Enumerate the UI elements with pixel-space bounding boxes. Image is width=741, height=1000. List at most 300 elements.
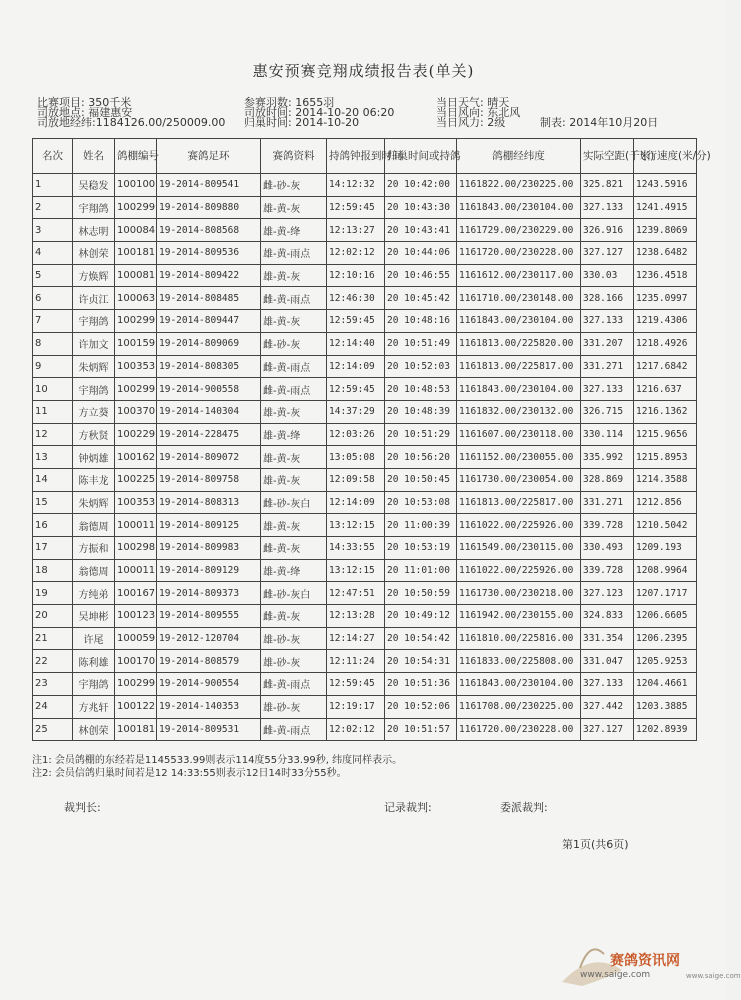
cell-distance: 331.207 [581, 332, 634, 355]
cell-ring: 19-2014-809983 [157, 537, 261, 560]
cell-bird-info: 雄-砂-灰 [261, 627, 327, 650]
cell-loft-id: 100100 [115, 174, 157, 197]
cell-arrival-time: 20 10:44:06 [385, 242, 457, 265]
cell-ring: 19-2014-140304 [157, 400, 261, 423]
cell-distance: 327.133 [581, 378, 634, 401]
cell-ring: 19-2014-808305 [157, 355, 261, 378]
cell-ring: 19-2014-809880 [157, 196, 261, 219]
cell-speed: 1235.0997 [634, 287, 697, 310]
cell-rank: 7 [33, 310, 73, 333]
results-body [33, 174, 697, 741]
header-bird-info: 赛鸽资料 [261, 139, 327, 174]
cell-speed: 1208.9964 [634, 559, 697, 582]
header-clock-time: 持鸽钟报到时间 [327, 139, 385, 174]
cell-rank: 18 [33, 559, 73, 582]
cell-arrival-time: 20 10:46:55 [385, 264, 457, 287]
info-release-time: 司放时间: 2014-10-20 06:20 [244, 106, 395, 119]
cell-ring: 19-2014-808568 [157, 219, 261, 242]
cell-distance: 330.114 [581, 423, 634, 446]
cell-distance: 331.271 [581, 355, 634, 378]
cell-arrival-time: 20 10:45:42 [385, 287, 457, 310]
cell-speed: 1204.4661 [634, 673, 697, 696]
cell-rank: 25 [33, 718, 73, 741]
cell-name: 许贞江 [73, 287, 115, 310]
table-row [33, 468, 697, 491]
cell-loft-id: 100299 [115, 196, 157, 219]
table-row [33, 627, 697, 650]
cell-rank: 4 [33, 242, 73, 265]
cell-coordinates: 1161730.00/230218.00 [457, 582, 581, 605]
cell-arrival-time: 20 10:43:41 [385, 219, 457, 242]
cell-rank: 11 [33, 400, 73, 423]
cell-arrival-time: 20 10:49:12 [385, 605, 457, 628]
cell-loft-id: 100181 [115, 718, 157, 741]
table-row [33, 582, 697, 605]
table-row [33, 378, 697, 401]
cell-speed: 1236.4518 [634, 264, 697, 287]
cell-speed: 1243.5916 [634, 174, 697, 197]
cell-speed: 1203.3885 [634, 695, 697, 718]
cell-speed: 1241.4915 [634, 196, 697, 219]
cell-speed: 1239.8069 [634, 219, 697, 242]
cell-arrival-time: 20 10:56:20 [385, 446, 457, 469]
cell-name: 林创荣 [73, 718, 115, 741]
cell-coordinates: 1161942.00/230155.00 [457, 605, 581, 628]
header-ring: 赛鸽足环 [157, 139, 261, 174]
cell-arrival-time: 20 10:54:31 [385, 650, 457, 673]
cell-speed: 1212.856 [634, 491, 697, 514]
cell-arrival-time: 20 10:42:00 [385, 174, 457, 197]
cell-coordinates: 1161729.00/230229.00 [457, 219, 581, 242]
cell-distance: 335.992 [581, 446, 634, 469]
cell-rank: 23 [33, 673, 73, 696]
cell-ring: 19-2014-809541 [157, 174, 261, 197]
cell-bird-info: 雌-黄-雨点 [261, 287, 327, 310]
cell-clock-time: 12:47:51 [327, 582, 385, 605]
cell-name: 林创荣 [73, 242, 115, 265]
cell-clock-time: 12:14:09 [327, 355, 385, 378]
cell-speed: 1238.6482 [634, 242, 697, 265]
info-column-3 [436, 98, 520, 128]
cell-rank: 3 [33, 219, 73, 242]
cell-loft-id: 100353 [115, 491, 157, 514]
cell-bird-info: 雌-黄-灰 [261, 537, 327, 560]
cell-bird-info: 雄-砂-灰 [261, 650, 327, 673]
watermark-small-url: www.saige.com [686, 972, 741, 980]
cell-arrival-time: 20 10:51:36 [385, 673, 457, 696]
cell-rank: 14 [33, 468, 73, 491]
cell-clock-time: 12:03:26 [327, 423, 385, 446]
cell-loft-id: 100170 [115, 650, 157, 673]
header-name: 姓名 [73, 139, 115, 174]
cell-distance: 331.354 [581, 627, 634, 650]
cell-clock-time: 12:46:30 [327, 287, 385, 310]
info-weather: 当日天气: 晴天 [436, 96, 510, 109]
cell-arrival-time: 20 10:53:19 [385, 537, 457, 560]
cell-loft-id: 100298 [115, 537, 157, 560]
table-row [33, 491, 697, 514]
cell-rank: 19 [33, 582, 73, 605]
cell-name: 方秋贤 [73, 423, 115, 446]
cell-coordinates: 1161710.00/230148.00 [457, 287, 581, 310]
cell-distance: 330.493 [581, 537, 634, 560]
cell-ring: 19-2014-808485 [157, 287, 261, 310]
cell-coordinates: 1161720.00/230228.00 [457, 242, 581, 265]
cell-name: 林志明 [73, 219, 115, 242]
cell-rank: 16 [33, 514, 73, 537]
cell-coordinates: 1161843.00/230104.00 [457, 673, 581, 696]
watermark-url: www.saige.com [580, 970, 651, 980]
cell-ring: 19-2014-228475 [157, 423, 261, 446]
cell-speed: 1219.4306 [634, 310, 697, 333]
header-loft-id: 鸽棚编号 [115, 139, 157, 174]
cell-coordinates: 1161612.00/230117.00 [457, 264, 581, 287]
cell-coordinates: 1161720.00/230228.00 [457, 718, 581, 741]
cell-loft-id: 100162 [115, 446, 157, 469]
cell-bird-info: 雌-黄-灰 [261, 605, 327, 628]
cell-bird-info: 雌-黄-雨点 [261, 718, 327, 741]
cell-clock-time: 12:59:45 [327, 673, 385, 696]
cell-distance: 339.728 [581, 514, 634, 537]
cell-speed: 1206.2395 [634, 627, 697, 650]
cell-arrival-time: 20 10:51:49 [385, 332, 457, 355]
note-1: 注1: 会员鸽棚的东经若是1145533.99则表示114度55分33.99秒, 纬度同样表示。 [32, 755, 403, 766]
cell-clock-time: 12:59:45 [327, 310, 385, 333]
cell-arrival-time: 20 10:52:03 [385, 355, 457, 378]
cell-clock-time: 12:59:45 [327, 378, 385, 401]
cell-clock-time: 12:11:24 [327, 650, 385, 673]
cell-coordinates: 1161022.00/225926.00 [457, 559, 581, 582]
cell-bird-info: 雄-黄-灰 [261, 400, 327, 423]
cell-clock-time: 12:14:09 [327, 491, 385, 514]
cell-loft-id: 100059 [115, 627, 157, 650]
table-row [33, 605, 697, 628]
cell-distance: 331.271 [581, 491, 634, 514]
cell-name: 朱炳辉 [73, 355, 115, 378]
cell-coordinates: 1161843.00/230104.00 [457, 196, 581, 219]
cell-speed: 1206.6605 [634, 605, 697, 628]
cell-speed: 1209.193 [634, 537, 697, 560]
cell-rank: 22 [33, 650, 73, 673]
cell-clock-time: 12:02:12 [327, 718, 385, 741]
cell-speed: 1215.9656 [634, 423, 697, 446]
delegate-signature-label: 委派裁判: [500, 801, 548, 814]
table-row [33, 219, 697, 242]
cell-rank: 5 [33, 264, 73, 287]
page-number: 第1页(共6页) [562, 838, 629, 851]
cell-coordinates: 1161022.00/225926.00 [457, 514, 581, 537]
cell-distance: 331.047 [581, 650, 634, 673]
cell-clock-time: 12:02:12 [327, 242, 385, 265]
cell-name: 陈利雄 [73, 650, 115, 673]
cell-loft-id: 100181 [115, 242, 157, 265]
cell-arrival-time: 20 11:00:39 [385, 514, 457, 537]
cell-clock-time: 12:09:58 [327, 468, 385, 491]
cell-clock-time: 13:12:15 [327, 514, 385, 537]
table-row [33, 559, 697, 582]
cell-bird-info: 雄-黄-灰 [261, 264, 327, 287]
cell-distance: 326.715 [581, 400, 634, 423]
cell-name: 许加文 [73, 332, 115, 355]
recorder-signature-label: 记录裁判: [384, 801, 432, 814]
cell-distance: 328.166 [581, 287, 634, 310]
cell-distance: 326.916 [581, 219, 634, 242]
info-event: 比赛项目: 350千米 [37, 96, 132, 109]
cell-arrival-time: 20 10:51:57 [385, 718, 457, 741]
cell-bird-info: 雌-砂-灰 [261, 332, 327, 355]
table-row [33, 423, 697, 446]
cell-coordinates: 1161708.00/230225.00 [457, 695, 581, 718]
cell-speed: 1207.1717 [634, 582, 697, 605]
cell-speed: 1210.5042 [634, 514, 697, 537]
cell-name: 宇翔鸽 [73, 673, 115, 696]
cell-coordinates: 1161607.00/230118.00 [457, 423, 581, 446]
cell-name: 方兆轩 [73, 695, 115, 718]
cell-loft-id: 100167 [115, 582, 157, 605]
cell-loft-id: 100011 [115, 514, 157, 537]
info-column-1 [37, 98, 225, 128]
cell-bird-info: 雄-黄-灰 [261, 514, 327, 537]
cell-clock-time: 13:12:15 [327, 559, 385, 582]
cell-loft-id: 100063 [115, 287, 157, 310]
judge-signature-label: 裁判长: [64, 801, 101, 814]
cell-clock-time: 12:19:17 [327, 695, 385, 718]
cell-bird-info: 雄-黄-雨点 [261, 242, 327, 265]
cell-bird-info: 雌-黄-雨点 [261, 378, 327, 401]
cell-bird-info: 雄-黄-灰 [261, 446, 327, 469]
page-title: 惠安预赛竞翔成绩报告表(单关) [252, 62, 475, 80]
cell-clock-time: 12:14:40 [327, 332, 385, 355]
cell-distance: 327.133 [581, 196, 634, 219]
info-column-2 [244, 98, 394, 128]
cell-coordinates: 1161813.00/225820.00 [457, 332, 581, 355]
info-date: 制表: 2014年10月20日 [540, 116, 659, 129]
cell-clock-time: 12:59:45 [327, 196, 385, 219]
cell-rank: 8 [33, 332, 73, 355]
cell-loft-id: 100011 [115, 559, 157, 582]
cell-clock-time: 14:12:32 [327, 174, 385, 197]
cell-ring: 19-2014-809536 [157, 242, 261, 265]
cell-name: 方立葵 [73, 400, 115, 423]
cell-loft-id: 100299 [115, 673, 157, 696]
cell-name: 吴稳发 [73, 174, 115, 197]
cell-ring: 19-2014-809125 [157, 514, 261, 537]
cell-loft-id: 100084 [115, 219, 157, 242]
cell-rank: 1 [33, 174, 73, 197]
cell-name: 陈丰龙 [73, 468, 115, 491]
cell-rank: 6 [33, 287, 73, 310]
cell-bird-info: 雌-砂-灰 [261, 174, 327, 197]
cell-arrival-time: 20 10:52:06 [385, 695, 457, 718]
results-table [32, 138, 711, 741]
table-row [33, 287, 697, 310]
table-row [33, 650, 697, 673]
cell-loft-id: 100353 [115, 355, 157, 378]
cell-coordinates: 1161152.00/230055.00 [457, 446, 581, 469]
cell-ring: 19-2014-900554 [157, 673, 261, 696]
cell-coordinates: 1161810.00/225816.00 [457, 627, 581, 650]
cell-rank: 10 [33, 378, 73, 401]
cell-loft-id: 100229 [115, 423, 157, 446]
cell-coordinates: 1161843.00/230104.00 [457, 310, 581, 333]
cell-rank: 17 [33, 537, 73, 560]
cell-ring: 19-2014-808579 [157, 650, 261, 673]
info-wind-force: 当日风力: 2级 [436, 116, 506, 129]
cell-ring: 19-2014-809373 [157, 582, 261, 605]
cell-arrival-time: 20 10:43:30 [385, 196, 457, 219]
cell-ring: 19-2014-809555 [157, 605, 261, 628]
cell-speed: 1216.1362 [634, 400, 697, 423]
cell-speed: 1215.8953 [634, 446, 697, 469]
cell-ring: 19-2014-808313 [157, 491, 261, 514]
cell-arrival-time: 20 10:53:08 [385, 491, 457, 514]
cell-bird-info: 雄-黄-灰 [261, 468, 327, 491]
cell-distance: 325.821 [581, 174, 634, 197]
cell-ring: 19-2014-809069 [157, 332, 261, 355]
cell-clock-time: 13:05:08 [327, 446, 385, 469]
cell-coordinates: 1161832.00/230132.00 [457, 400, 581, 423]
table-row [33, 264, 697, 287]
cell-distance: 327.123 [581, 582, 634, 605]
cell-coordinates: 1161730.00/230054.00 [457, 468, 581, 491]
cell-arrival-time: 20 10:50:45 [385, 468, 457, 491]
cell-ring: 19-2014-809531 [157, 718, 261, 741]
cell-loft-id: 100122 [115, 695, 157, 718]
cell-clock-time: 14:33:55 [327, 537, 385, 560]
table-row [33, 514, 697, 537]
table-row [33, 718, 697, 741]
cell-coordinates: 1161813.00/225817.00 [457, 355, 581, 378]
cell-name: 朱炳辉 [73, 491, 115, 514]
cell-rank: 13 [33, 446, 73, 469]
cell-clock-time: 14:37:29 [327, 400, 385, 423]
cell-bird-info: 雄-黄-绛 [261, 423, 327, 446]
cell-coordinates: 1161843.00/230104.00 [457, 378, 581, 401]
cell-bird-info: 雄-黄-绛 [261, 559, 327, 582]
cell-rank: 24 [33, 695, 73, 718]
cell-arrival-time: 20 10:48:39 [385, 400, 457, 423]
cell-bird-info: 雄-黄-灰 [261, 196, 327, 219]
cell-name: 吴坤彬 [73, 605, 115, 628]
cell-distance: 327.442 [581, 695, 634, 718]
cell-loft-id: 100159 [115, 332, 157, 355]
cell-loft-id: 100370 [115, 400, 157, 423]
cell-ring: 19-2014-809447 [157, 310, 261, 333]
cell-clock-time: 12:14:27 [327, 627, 385, 650]
cell-arrival-time: 20 11:01:00 [385, 559, 457, 582]
cell-distance: 327.127 [581, 718, 634, 741]
cell-distance: 328.869 [581, 468, 634, 491]
cell-name: 宇翔鸽 [73, 196, 115, 219]
cell-bird-info: 雄-黄-绛 [261, 219, 327, 242]
cell-arrival-time: 20 10:48:16 [385, 310, 457, 333]
cell-loft-id: 100225 [115, 468, 157, 491]
cell-arrival-time: 20 10:48:53 [385, 378, 457, 401]
cell-rank: 20 [33, 605, 73, 628]
cell-coordinates: 1161549.00/230115.00 [457, 537, 581, 560]
cell-speed: 1218.4926 [634, 332, 697, 355]
header-coordinates: 鸽棚经纬度 [457, 139, 581, 174]
cell-name: 钟炳雄 [73, 446, 115, 469]
table-row [33, 446, 697, 469]
table-row [33, 537, 697, 560]
cell-distance: 324.833 [581, 605, 634, 628]
cell-loft-id: 100299 [115, 310, 157, 333]
cell-name: 翁德周 [73, 559, 115, 582]
table-row [33, 242, 697, 265]
header-arrival-time: 归巢时间或持鸽 [385, 139, 457, 174]
cell-clock-time: 12:10:16 [327, 264, 385, 287]
table-row [33, 196, 697, 219]
cell-speed: 1216.637 [634, 378, 697, 401]
cell-arrival-time: 20 10:51:29 [385, 423, 457, 446]
cell-loft-id: 100081 [115, 264, 157, 287]
cell-name: 方纯弟 [73, 582, 115, 605]
cell-coordinates: 1161822.00/230225.00 [457, 174, 581, 197]
cell-rank: 21 [33, 627, 73, 650]
watermark-text: 赛鸽资讯网 [610, 953, 680, 969]
cell-distance: 327.133 [581, 673, 634, 696]
cell-coordinates: 1161813.00/225817.00 [457, 491, 581, 514]
info-wind-direction: 当日风向: 东北风 [436, 106, 521, 119]
notes [32, 754, 402, 780]
info-entries: 参赛羽数: 1655羽 [244, 96, 335, 109]
cell-ring: 19-2014-900558 [157, 378, 261, 401]
cell-bird-info: 雌-黄-雨点 [261, 673, 327, 696]
cell-speed: 1217.6842 [634, 355, 697, 378]
table-row [33, 695, 697, 718]
cell-rank: 9 [33, 355, 73, 378]
cell-name: 宇翔鸽 [73, 310, 115, 333]
header-distance: 实际空距(千米) [581, 139, 634, 174]
header-rank: 名次 [33, 139, 73, 174]
table-header-row [33, 139, 697, 174]
cell-speed: 1202.8939 [634, 718, 697, 741]
cell-ring: 19-2012-120704 [157, 627, 261, 650]
cell-name: 翁德周 [73, 514, 115, 537]
cell-distance: 339.728 [581, 559, 634, 582]
cell-ring: 19-2014-809072 [157, 446, 261, 469]
cell-clock-time: 12:13:27 [327, 219, 385, 242]
cell-distance: 327.133 [581, 310, 634, 333]
cell-speed: 1214.3588 [634, 468, 697, 491]
cell-clock-time: 12:13:28 [327, 605, 385, 628]
cell-name: 方振和 [73, 537, 115, 560]
cell-distance: 327.127 [581, 242, 634, 265]
cell-rank: 2 [33, 196, 73, 219]
table-row [33, 174, 697, 197]
cell-bird-info: 雌-黄-雨点 [261, 355, 327, 378]
table-row [33, 310, 697, 333]
cell-loft-id: 100123 [115, 605, 157, 628]
cell-name: 宇翔鸽 [73, 378, 115, 401]
cell-rank: 12 [33, 423, 73, 446]
cell-bird-info: 雌-砂-灰白 [261, 491, 327, 514]
note-2: 注2: 会员信鸽归巢时间若是12 14:33:55则表示12日14时33分55秒。 [32, 768, 347, 779]
cell-bird-info: 雄-砂-灰 [261, 695, 327, 718]
cell-distance: 330.03 [581, 264, 634, 287]
cell-arrival-time: 20 10:50:59 [385, 582, 457, 605]
cell-arrival-time: 20 10:54:42 [385, 627, 457, 650]
table-row [33, 673, 697, 696]
cell-name: 方焕辉 [73, 264, 115, 287]
info-release-coord: 司放地经纬:1184126.00/250009.00 [37, 116, 226, 129]
info-return-time: 归巢时间: 2014-10-20 [244, 116, 360, 129]
cell-ring: 19-2014-809758 [157, 468, 261, 491]
cell-rank: 15 [33, 491, 73, 514]
cell-loft-id: 100299 [115, 378, 157, 401]
table-row [33, 400, 697, 423]
